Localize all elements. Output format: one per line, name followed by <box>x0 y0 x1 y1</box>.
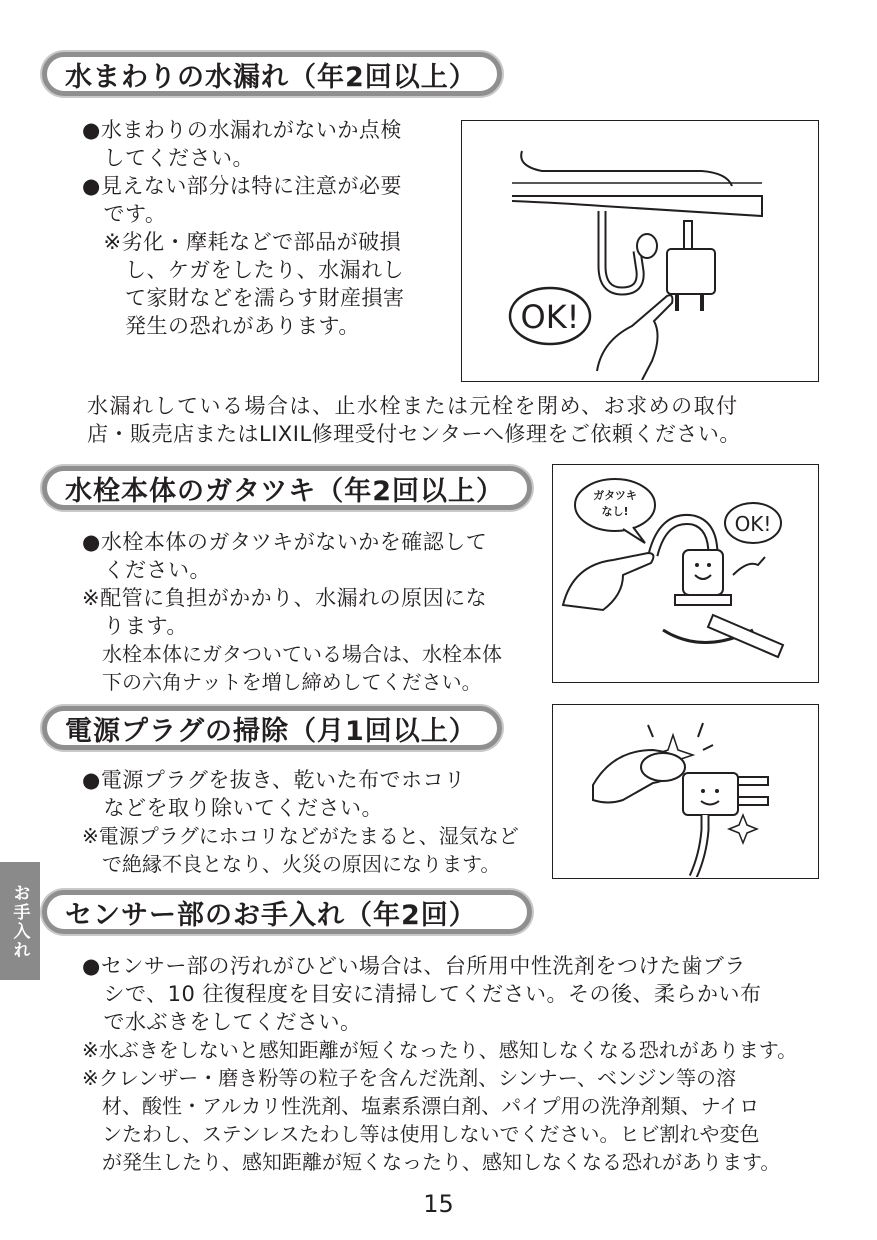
text-line: 下の六角ナットを増し締めしてください。 <box>82 670 482 694</box>
text-line: ●水まわりの水漏れがないか点検 <box>82 118 402 142</box>
text-line: ※配管に負担がかかり、水漏れの原因にな <box>82 586 488 610</box>
sink-illustration <box>461 120 819 382</box>
section-title-sensor-care: センサー部のお手入れ（年2回） <box>42 890 532 934</box>
text-line: シで、10 往復程度を目安に清掃してください。その後、柔らかい布 <box>82 982 762 1006</box>
text-line: ●センサー部の汚れがひどい場合は、台所用中性洗剤をつけた歯ブラ <box>82 954 746 978</box>
text-line: ください。 <box>82 558 211 582</box>
bubble-line-2: なし! <box>601 505 629 518</box>
side-tab-care: お手入れ <box>0 862 40 980</box>
text-line: て家財などを濡らす財産損害 <box>82 286 405 310</box>
text-line: ※水ぶきをしないと感知距離が短くなったり、感知しなくなる恐れがあります。 <box>82 1038 798 1062</box>
section-title-water-leak: 水まわりの水漏れ（年2回以上） <box>42 52 502 96</box>
text-line: ●水栓本体のガタツキがないかを確認して <box>82 530 488 554</box>
text-line: ●電源プラグを抜き、乾いた布でホコリ <box>82 768 466 792</box>
text-line: 発生の恐れがあります。 <box>82 314 360 338</box>
text-line: で絶縁不良となり、火災の原因になります。 <box>82 852 501 876</box>
page-number: 15 <box>423 1190 454 1218</box>
text-line: などを取り除いてください。 <box>82 796 383 820</box>
ok-label: OK! <box>520 298 580 336</box>
leak-note-line: 水漏れしている場合は、止水栓または元栓を閉め、お求めの取付 <box>87 394 739 418</box>
plug-illustration <box>552 704 819 879</box>
text-line: ●見えない部分は特に注意が必要 <box>82 174 402 198</box>
text-line: が発生したり、感知距離が短くなったり、感知しなくなる恐れがあります。 <box>82 1150 781 1174</box>
faucet-illustration <box>552 464 819 683</box>
text-line: ※クレンザー・磨き粉等の粒子を含んだ洗剤、シンナー、ベンジン等の溶 <box>82 1066 736 1090</box>
text-line: 水栓本体にガタついている場合は、水栓本体 <box>82 642 502 666</box>
text-line: 材、酸性・アルカリ性洗剤、塩素系漂白剤、パイプ用の洗浄剤類、ナイロ <box>82 1094 760 1118</box>
text-line: ※電源プラグにホコリなどがたまると、湿気など <box>82 824 519 848</box>
text-line: ※劣化・摩耗などで部品が破損 <box>82 230 402 254</box>
plug-drawing <box>553 705 817 877</box>
text-line: です。 <box>82 202 167 226</box>
section-title-faucet-wobble: 水栓本体のガタツキ（年2回以上） <box>42 466 532 510</box>
faucet-drawing <box>553 465 817 681</box>
leak-note-line: 店・販売店またはLIXIL修理受付センターへ修理をご依頼ください。 <box>87 422 741 446</box>
text-line: ンたわし、ステンレスたわし等は使用しないでください。ヒビ割れや変色 <box>82 1122 760 1146</box>
text-line: してください。 <box>82 146 254 170</box>
section-title-plug-cleaning: 電源プラグの掃除（月1回以上） <box>42 706 502 750</box>
text-line: ります。 <box>82 614 188 638</box>
faucet-ok-label: OK! <box>734 512 772 536</box>
sink-pipe-drawing <box>462 121 817 380</box>
text-line: で水ぶきをしてください。 <box>82 1010 362 1034</box>
bubble-line-1: ガタツキ <box>593 489 637 502</box>
text-line: し、ケガをしたり、水漏れし <box>82 258 405 282</box>
